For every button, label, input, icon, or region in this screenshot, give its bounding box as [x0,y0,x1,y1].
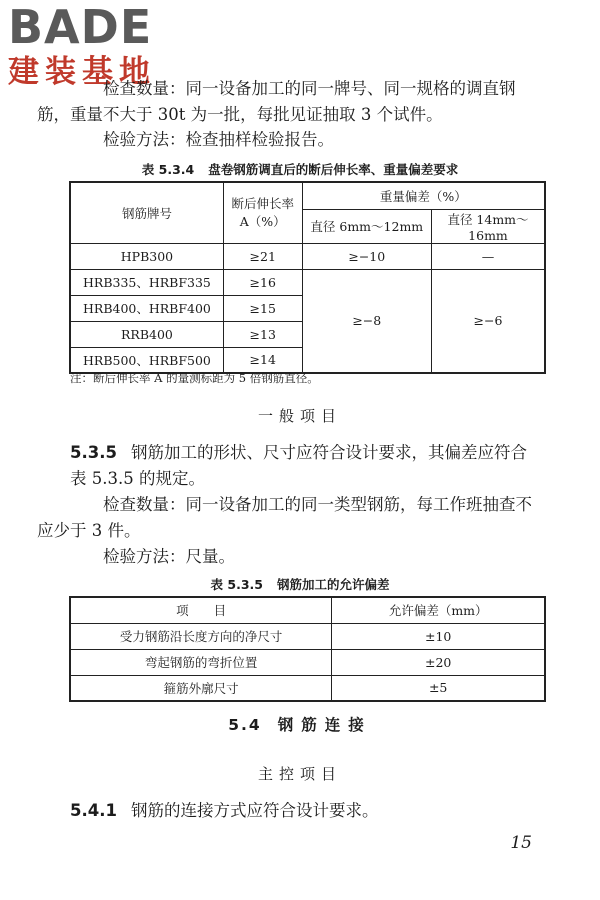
header-elong-line1: 断后伸长率 [231,195,294,211]
elong-cell: ≥16 [223,269,302,295]
para1-line2: 筋，重量不大于 30t 为一批，每批见证抽取 3 个试件。 [37,105,443,124]
deviation-cell: ±10 [332,623,545,649]
clause-5-4-1 [70,798,550,824]
section-5-4-title [0,713,600,735]
header-weight: 重量偏差（%） [302,182,545,209]
header-elongation [223,182,302,243]
table2-title: 钢筋加工的允许偏差 [276,577,390,592]
clause-number: 5.3.5 [70,443,117,462]
main-items-heading: 主控项目 [257,765,342,783]
elongation-table [69,181,546,374]
table-row [70,623,545,649]
table-row [70,269,545,295]
elong-cell: ≥21 [223,243,302,269]
para1-line1: 检查数量：同一设备加工的同一牌号、同一规格的调直钢 [103,79,516,98]
clause-line1: 钢筋加工的形状、尺寸应符合设计要求，其偏差应符合 [130,443,527,462]
clause-number: 5.4.1 [70,801,117,820]
deviation-cell: ±20 [332,649,545,675]
table2-caption [0,575,600,593]
table1-title: 盘卷钢筋调直后的断后伸长率、重量偏差要求 [208,162,459,177]
inspection-method-paragraph-2: 检验方法：尺量。 [103,547,235,566]
header-deviation: 允许偏差（mm） [332,597,545,623]
inspection-quantity-paragraph [37,76,550,128]
table-row [70,675,545,701]
inspection-method-paragraph: 检验方法：检查抽样检验报告。 [103,130,334,149]
clause-line2: 表 5.3.5 的规定。 [70,469,205,488]
section-number: 5.4 [228,716,262,734]
general-items-heading: 一般项目 [257,407,342,425]
merged-weight-cell-2: ≥−6 [431,269,545,373]
section-title: 钢筋连接 [277,716,372,734]
header-item: 项 目 [70,597,332,623]
tolerance-table [69,596,546,702]
logo-subtitle: 建装基地 [8,54,156,90]
elong-cell: ≥13 [223,321,302,347]
grade-cell: RRB400 [70,321,223,347]
para3-line2: 应少于 3 件。 [37,521,141,540]
grade-cell: HRB400、HRBF400 [70,295,223,321]
table1-note: 注：断后伸长率 A 的量测标距为 5 倍钢筋直径。 [70,371,319,385]
table2-number: 表 5.3.5 [210,577,263,592]
item-cell: 受力钢筋沿长度方向的净尺寸 [70,623,332,649]
deviation-cell: ±5 [332,675,545,701]
item-cell: 弯起钢筋的弯折位置 [70,649,332,675]
inspection-quantity-paragraph-2 [37,492,550,544]
header-diameter-2: 直径 14mm～16mm [431,209,545,243]
para3-line1: 检查数量：同一设备加工的同一类型钢筋，每工作班抽查不 [103,495,532,514]
header-grade: 钢筋牌号 [70,182,223,243]
elong-cell: ≥15 [223,295,302,321]
clause-text: 钢筋的连接方式应符合设计要求。 [130,801,379,820]
merged-weight-cell-1: ≥−8 [302,269,431,373]
clause-5-3-5 [70,440,550,492]
page-number: 15 [510,833,532,853]
table-row [70,649,545,675]
elong-cell: ≥14 [223,347,302,373]
table1-caption [0,160,600,178]
table1-number: 表 5.3.4 [141,162,195,177]
weight-cell-2: — [431,243,545,269]
grade-cell: HPB300 [70,243,223,269]
weight-cell-1: ≥−10 [302,243,431,269]
header-elong-line2: A（%） [239,213,286,229]
grade-cell: HRB335、HRBF335 [70,269,223,295]
grade-cell: HRB500、HRBF500 [70,347,223,373]
logo-wordmark: BADE [8,0,153,54]
item-cell: 箍筋外廓尺寸 [70,675,332,701]
table-row [70,243,545,269]
header-diameter-1: 直径 6mm～12mm [302,209,431,243]
